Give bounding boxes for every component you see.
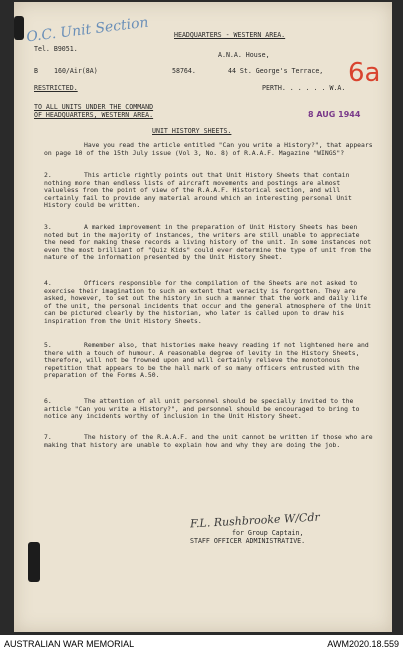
archive-name: AUSTRALIAN WAR MEMORIAL <box>4 639 135 649</box>
paragraph-number: 2. <box>44 171 52 179</box>
headquarters-title: HEADQUARTERS - WESTERN AREA. <box>174 31 286 39</box>
restricted-label: RESTRICTED. <box>34 84 78 92</box>
accession-number: AWM2020.18.559 <box>327 639 399 649</box>
document-page <box>14 2 392 632</box>
telephone: Tel. B9051. <box>34 45 78 53</box>
paragraph-text: The attention of all unit personnel should be specially invited to the article "Can you write a History?", and personnel should be encouraged to bring to notice any incidents worthy of inclusion in the Unit History Sheet. <box>44 397 360 420</box>
house-name: A.N.A. House, <box>218 51 270 59</box>
paragraph-2 <box>44 172 374 210</box>
handwritten-annotation: O.C. Unit Section <box>25 14 150 46</box>
city: PERTH. . . . . . W.A. <box>262 84 346 92</box>
paragraph-7 <box>44 434 374 449</box>
signature-rank: for Group Captain, <box>232 529 304 537</box>
paragraph-text: Officers responsible for the compilation of the Sheets are not asked to exercise their imagination to such an extent that veracity is forgotten. They are asked, however, to set out the history in such a manner that the work and daily life of the unit, the personal incidents that occur and the general atmosphere of the Unit can be pictured clearly by the historian, who later is called upon to draw his inspiration from the Unit History Sheets. <box>44 279 372 325</box>
paragraph-6 <box>44 398 374 421</box>
paragraph-text: This article rightly points out that Unit History Sheets that contain nothing more than endless lists of aircraft movements and postings are almost valueless from the point of view of the R.A.A.F. Historical section, and will certainly fail to provide any material around which an interesting personal Unit History could be written. <box>44 171 352 209</box>
paragraph-5 <box>44 342 374 380</box>
paragraph-text: A marked improvement in the preparation of Unit History Sheets has been noted but in the majority of instances, the writers are still unable to appreciate the need for making these records a living history of the unit. In some instances not even the most brilliant of "Quiz Kids" could ever determine the type of unit from the nature of the information presented by the Unit History Sheet. <box>44 223 372 261</box>
paragraph-1 <box>44 142 374 157</box>
torn-edge-top <box>14 16 24 40</box>
date-stamp: 8 AUG 1944 <box>308 110 361 119</box>
torn-edge-bottom <box>28 542 40 582</box>
paragraph-text: Have you read the article entitled "Can you write a History?", that appears on page 10 of the 15th July issue (Vol 3, No. 8) of R.A.A.F. Magazine "WINGS"? <box>44 141 373 157</box>
paragraph-text: Remember also, that histories make heavy reading if not lightened here and there with a touch of humour. A reasonable degree of levity in the History Sheets, therefore, will not be frowned upon and will certainly relieve the monotonous repetition that appears to be the hall mark of so many officers entrusted with the preparation of the Forms A.50. <box>44 341 369 379</box>
signature-title: STAFF OFFICER ADMINISTRATIVE. <box>190 537 306 545</box>
paragraph-4 <box>44 280 374 325</box>
file-reference: 160/Air(8A) <box>54 67 98 75</box>
paragraph-number: 5. <box>44 341 52 349</box>
code-number: 58764. <box>172 67 196 75</box>
paragraph-number: 6. <box>44 397 52 405</box>
paragraph-number: 4. <box>44 279 52 287</box>
addressee-line-2: OF HEADQUARTERS, WESTERN AREA. <box>34 111 154 119</box>
paragraph-number: 7. <box>44 433 52 441</box>
red-folio-note: 6a <box>348 58 381 88</box>
paragraph-3 <box>44 224 374 262</box>
ref-prefix: B <box>34 67 38 75</box>
paragraph-text: The history of the R.A.A.F. and the unit cannot be written if those who are making that history are unable to explain how and why they are doing the job. <box>44 433 373 449</box>
archive-footer <box>0 635 403 653</box>
addressee-line-1: TO ALL UNITS UNDER THE COMMAND <box>34 103 154 111</box>
handwritten-signature: F.L. Rushbrooke W/Cdr <box>189 510 321 531</box>
subject-heading: UNIT HISTORY SHEETS. <box>152 127 232 135</box>
paragraph-number: 3. <box>44 223 52 231</box>
street-address: 44 St. George's Terrace, <box>228 67 324 75</box>
